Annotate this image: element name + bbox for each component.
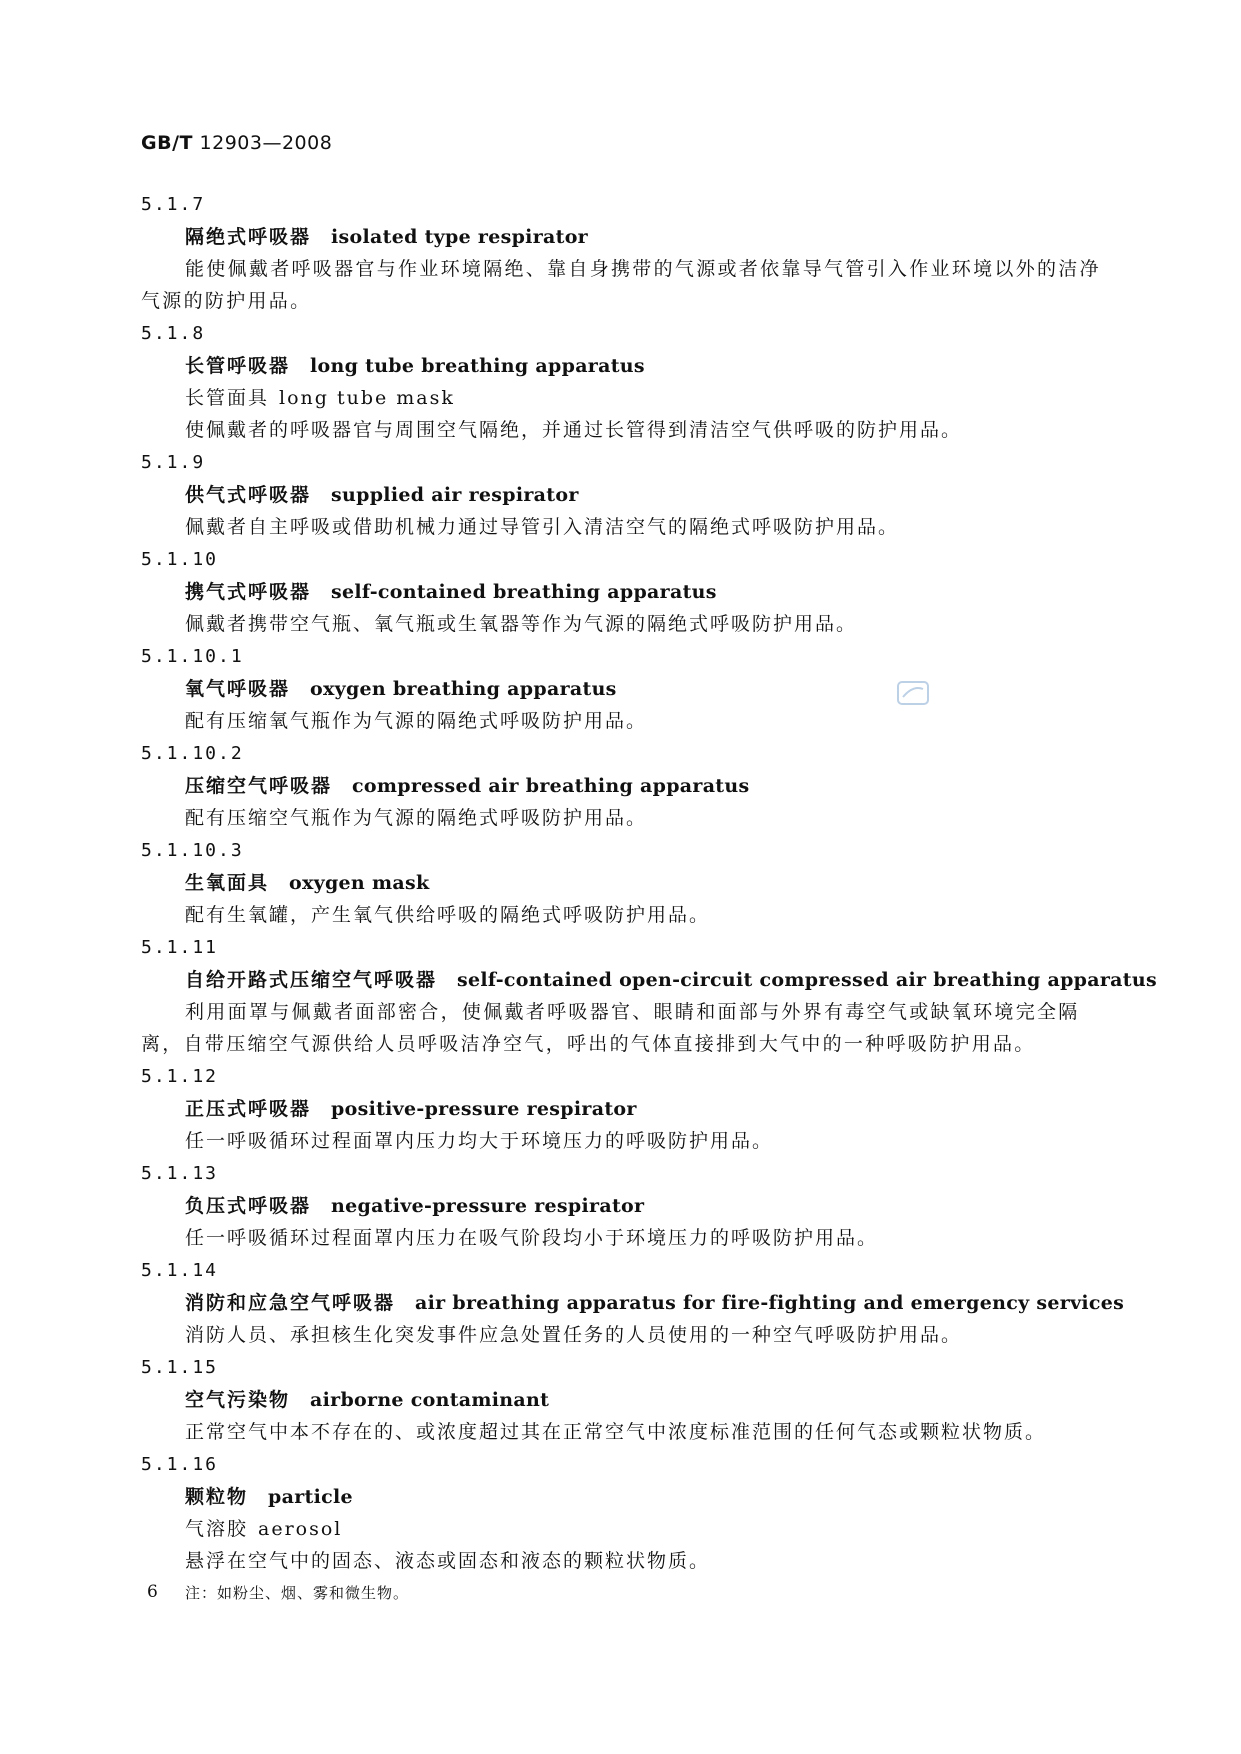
term-synonym [141,1513,1111,1545]
term-cn: 携气式呼吸器 [185,581,312,603]
term-definition: 佩戴者自主呼吸或借助机械力通过导管引入清洁空气的隔绝式呼吸防护用品。 [185,516,900,538]
term-en: oxygen mask [289,872,430,894]
term-definition: 悬浮在空气中的固态、液态或固态和液态的颗粒状物质。 [185,1550,711,1572]
term-heading [141,1190,1111,1222]
term-definition: 使佩戴者的呼吸器官与周围空气隔绝，并通过长管得到清洁空气供呼吸的防护用品。 [185,419,963,441]
term-heading [141,1093,1111,1125]
term-definition: 配有压缩氧气瓶作为气源的隔绝式呼吸防护用品。 [185,710,648,732]
term-cn: 颗粒物 [185,1486,249,1508]
clause-number: 5.1.10 [141,549,219,570]
term-heading [141,673,1111,705]
term-cn: 生氧面具 [185,872,270,894]
term-heading [141,964,1157,996]
term-heading [141,350,1111,382]
sac-logo-icon [897,677,929,709]
clause-number: 5.1.9 [141,452,206,473]
clause-number: 5.1.15 [141,1357,219,1378]
terms-list [141,188,1157,1609]
synonym-cn: 长管面具 [185,387,270,409]
term-cn: 正压式呼吸器 [185,1098,312,1120]
term-en: particle [268,1486,353,1508]
term-heading [141,576,1111,608]
term-definition: 任一呼吸循环过程面罩内压力均大于环境压力的呼吸防护用品。 [185,1130,774,1152]
term-heading [141,867,1111,899]
synonym-en: aerosol [258,1518,343,1540]
term-heading [141,1384,1111,1416]
term-heading [141,1287,1125,1319]
term-definition: 配有生氧罐，产生氧气供给呼吸的隔绝式呼吸防护用品。 [185,904,711,926]
term-definition: 佩戴者携带空气瓶、氧气瓶或生氧器等作为气源的隔绝式呼吸防护用品。 [185,613,858,635]
clause-number: 5.1.12 [141,1066,219,1087]
term-definition: 消防人员、承担核生化突发事件应急处置任务的人员使用的一种空气呼吸防护用品。 [185,1324,963,1346]
page-number: 6 [147,1582,158,1602]
term-heading [141,479,1111,511]
term-cn: 空气污染物 [185,1389,291,1411]
term-definition: 任一呼吸循环过程面罩内压力在吸气阶段均小于环境压力的呼吸防护用品。 [185,1227,879,1249]
term-cn: 负压式呼吸器 [185,1195,312,1217]
term-cn: 自给开路式压缩空气呼吸器 [185,969,438,991]
clause-number: 5.1.14 [141,1260,219,1281]
term-definition: 能使佩戴者呼吸器官与作业环境隔绝、靠自身携带的气源或者依靠导气管引入作业环境以外的洁净气源的防护用品。 [141,258,1101,312]
term-definition: 利用面罩与佩戴者面部密合，使佩戴者呼吸器官、眼睛和面部与外界有毒空气或缺氧环境完全隔离，自带压缩空气源供给人员呼吸洁净空气，呼出的气体直接排到大气中的一种呼吸防护用品。 [141,1001,1080,1055]
term-en: self-contained open-circuit compressed air breathing apparatus [457,969,1157,991]
standard-prefix: GB/T [141,132,193,154]
clause-number: 5.1.10.1 [141,646,244,667]
term-en: supplied air respirator [331,484,579,506]
term-en: negative-pressure respirator [331,1195,645,1217]
term-en: oxygen breathing apparatus [310,678,617,700]
term-definition: 正常空气中本不存在的、或浓度超过其在正常空气中浓度标准范围的任何气态或颗粒状物质。 [185,1421,1047,1443]
standard-number: 12903—2008 [199,132,333,154]
term-heading [141,770,1111,802]
term-en: long tube breathing apparatus [310,355,645,377]
term-en: isolated type respirator [331,226,588,248]
term-cn: 消防和应急空气呼吸器 [185,1292,396,1314]
term-definition: 配有压缩空气瓶作为气源的隔绝式呼吸防护用品。 [185,807,648,829]
clause-number: 5.1.16 [141,1454,219,1475]
synonym-en: long tube mask [279,387,455,409]
term-en: compressed air breathing apparatus [352,775,750,797]
clause-number: 5.1.7 [141,194,206,215]
term-cn: 供气式呼吸器 [185,484,312,506]
clause-number: 5.1.13 [141,1163,219,1184]
synonym-cn: 气溶胶 [185,1518,249,1540]
term-cn: 氧气呼吸器 [185,678,291,700]
clause-number: 5.1.10.3 [141,840,244,861]
term-en: airborne contaminant [310,1389,550,1411]
term-cn: 长管呼吸器 [185,355,291,377]
term-en: air breathing apparatus for fire-fighting and emergency services [415,1292,1125,1314]
term-en: self-contained breathing apparatus [331,581,717,603]
term-heading [141,1481,1111,1513]
term-heading [141,221,1111,253]
term-synonym [141,382,1111,414]
term-note: 注：如粉尘、烟、雾和微生物。 [185,1584,410,1602]
term-cn: 隔绝式呼吸器 [185,226,312,248]
term-en: positive-pressure respirator [331,1098,637,1120]
document-header [141,132,332,154]
term-cn: 压缩空气呼吸器 [185,775,333,797]
clause-number: 5.1.8 [141,323,206,344]
clause-number: 5.1.11 [141,937,219,958]
clause-number: 5.1.10.2 [141,743,244,764]
